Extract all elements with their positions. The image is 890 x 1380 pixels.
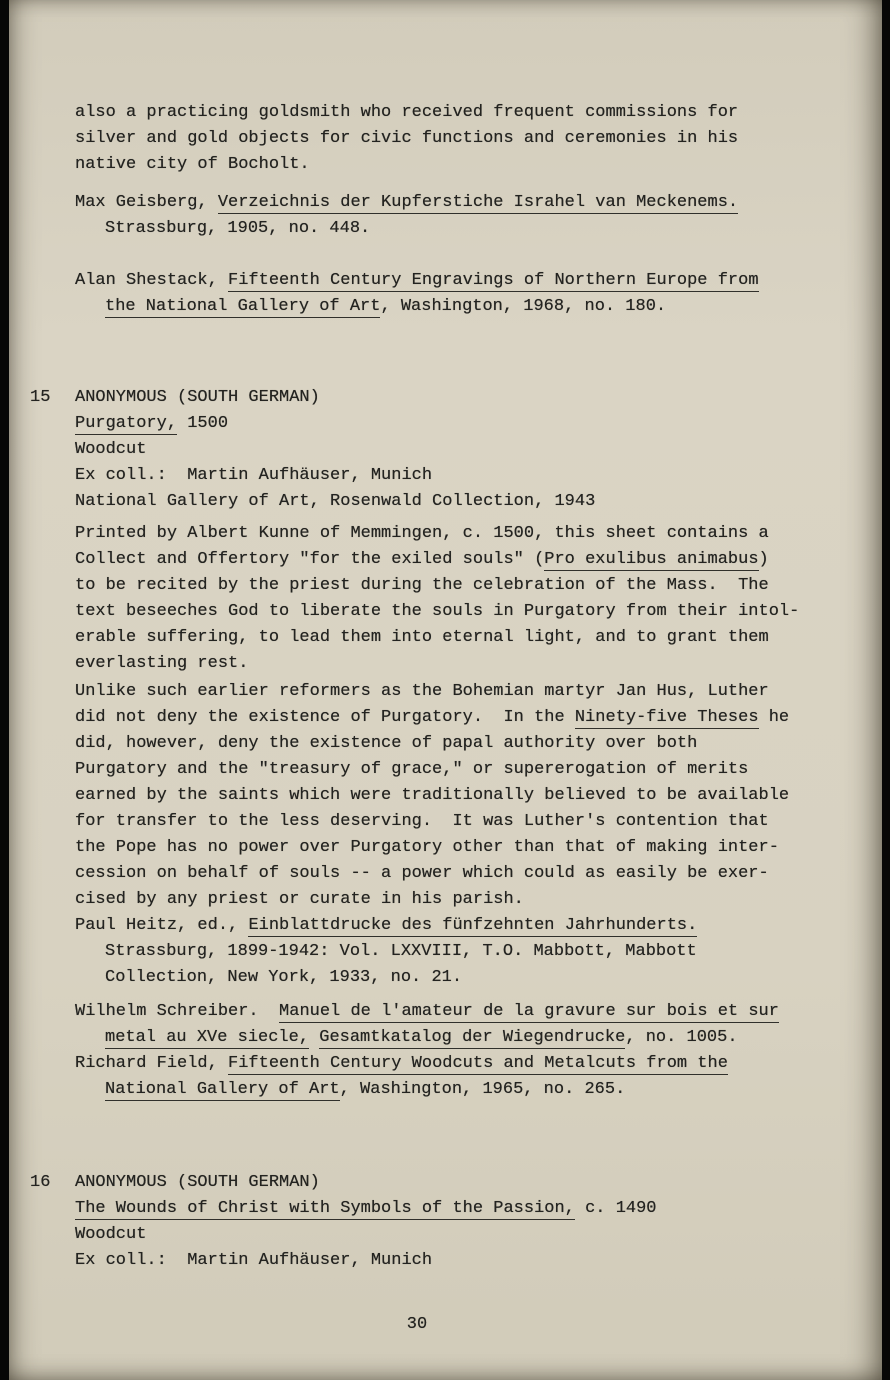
text-line [75, 489, 860, 515]
text-line [75, 651, 860, 677]
citation-shestack [75, 268, 860, 320]
text-segment: Richard Field, [75, 1054, 229, 1073]
text-segment: did not deny the existence of Purgatory. In the [75, 708, 575, 727]
text-column [30, 0, 860, 1274]
text-line [75, 1196, 860, 1222]
text-segment: , Washington, 1965, no. 265. [339, 1080, 626, 1099]
text-line [75, 411, 860, 437]
text-segment: text beseeches God to liberate the souls in Purgatory from their intol- [75, 602, 800, 621]
underlined-title-text: metal au XVe siecle, [105, 1028, 310, 1047]
text-line [75, 1248, 860, 1274]
text-line [75, 463, 860, 489]
text-line [75, 625, 860, 651]
underlined-title-text: Verzeichnis der Kupferstiche Israhel van Meckenems. [217, 193, 739, 212]
entry-15-commentary-2 [75, 679, 860, 913]
text-line [75, 1077, 860, 1103]
text-segment: erable suffering, to lead them into eternal light, and to grant them [75, 628, 769, 647]
text-segment: Strassburg, 1905, no. 448. [105, 219, 371, 238]
text-line [75, 190, 860, 216]
text-segment: for transfer to the less deserving. It was Luther's contention that [75, 812, 769, 831]
citation-field [75, 1051, 860, 1103]
text-segment: National Gallery of Art, Rosenwald Collection, 1943 [75, 492, 596, 511]
citation-geisberg [75, 190, 860, 242]
scan-edge-left [0, 0, 9, 1380]
text-segment: Wilhelm Schreiber. [75, 1002, 280, 1021]
text-segment: he [758, 708, 790, 727]
underlined-title-text: Fifteenth Century Woodcuts and Metalcuts from the [228, 1054, 728, 1073]
text-line [75, 999, 860, 1025]
underlined-title-text: Einblattdrucke des fünfzehnten Jahrhunderts. [248, 916, 698, 935]
text-line [75, 1222, 860, 1248]
text-line [75, 521, 860, 547]
text-segment: cession on behalf of souls -- a power which could as easily be exer- [75, 864, 769, 883]
text-segment: 1500 [177, 414, 229, 433]
text-line [75, 913, 860, 939]
text-segment: ) [758, 550, 769, 569]
text-line [75, 887, 860, 913]
text-segment: Ex coll.: Martin Aufhäuser, Munich [75, 466, 433, 485]
underlined-title-text: The Wounds of Christ with Symbols of the Passion, [75, 1199, 575, 1218]
entry-number: 15 [30, 388, 51, 407]
underlined-title-text: Ninety-five Theses [574, 708, 759, 727]
text-segment: Purgatory and the "treasury of grace," or supererogation of merits [75, 760, 749, 779]
text-line [75, 294, 860, 320]
text-line [75, 573, 860, 599]
text-segment: earned by the saints which were traditionally believed to be available [75, 786, 790, 805]
text-segment: Max Geisberg, [75, 193, 218, 212]
text-segment: the Pope has no power over Purgatory other than that of making inter- [75, 838, 779, 857]
entry-15-header [30, 385, 860, 515]
intro-paragraph [75, 100, 860, 178]
text-segment: c. 1490 [574, 1199, 657, 1218]
text-line [75, 731, 860, 757]
text-line [75, 152, 860, 178]
text-segment: cised by any priest or curate in his parish. [75, 890, 524, 909]
text-line [75, 437, 860, 463]
text-line [75, 216, 860, 242]
text-line [75, 679, 860, 705]
text-line [75, 1025, 860, 1051]
text-segment: ANONYMOUS (SOUTH GERMAN) [75, 1173, 320, 1192]
entry-15-commentary-1 [75, 521, 860, 677]
text-line [75, 861, 860, 887]
text-segment: also a practicing goldsmith who received frequent commissions for [75, 103, 739, 122]
text-line [75, 809, 860, 835]
scan-edge-right [882, 0, 890, 1380]
text-line [30, 1170, 860, 1196]
text-line [75, 599, 860, 625]
text-segment: Collection, New York, 1933, no. 21. [105, 968, 463, 987]
text-segment: Ex coll.: Martin Aufhäuser, Munich [75, 1251, 433, 1270]
text-segment: native city of Bocholt. [75, 155, 310, 174]
page-number: 30 [406, 1315, 428, 1334]
text-line [30, 385, 860, 411]
text-line [75, 965, 860, 991]
text-line [75, 268, 860, 294]
entry-number: 16 [30, 1173, 51, 1192]
text-segment: Collect and Offertory "for the exiled souls" ( [75, 550, 545, 569]
text-segment: , Washington, 1968, no. 180. [380, 297, 667, 316]
text-segment: everlasting rest. [75, 654, 249, 673]
text-segment: Alan Shestack, [75, 271, 229, 290]
underlined-title-text: the National Gallery of Art [105, 297, 381, 316]
citation-heitz [75, 913, 860, 991]
text-line [75, 757, 860, 783]
text-segment: Paul Heitz, ed., [75, 916, 249, 935]
text-segment: Unlike such earlier reformers as the Bohemian martyr Jan Hus, Luther [75, 682, 769, 701]
text-segment: Woodcut [75, 440, 147, 459]
underlined-title-text: Manuel de l'amateur de la gravure sur bois et sur [279, 1002, 779, 1021]
text-line [75, 100, 860, 126]
text-segment: Strassburg, 1899-1942: Vol. LXXVIII, T.O. Mabbott, Mabbott [105, 942, 697, 961]
text-segment: did, however, deny the existence of papal authority over both [75, 734, 698, 753]
text-segment: ANONYMOUS (SOUTH GERMAN) [75, 388, 320, 407]
text-segment: to be recited by the priest during the celebration of the Mass. The [75, 576, 769, 595]
text-line [75, 939, 860, 965]
text-line [75, 547, 860, 573]
citation-schreiber [75, 999, 860, 1051]
text-line [75, 1051, 860, 1077]
entry-16-header [30, 1170, 860, 1274]
text-segment: Printed by Albert Kunne of Memmingen, c. 1500, this sheet contains a [75, 524, 769, 543]
text-segment: , no. 1005. [625, 1028, 738, 1047]
text-line [75, 126, 860, 152]
underlined-title-text: Pro exulibus animabus [544, 550, 759, 569]
text-line [75, 705, 860, 731]
text-segment: Woodcut [75, 1225, 147, 1244]
underlined-title-text: National Gallery of Art [105, 1080, 340, 1099]
text-line [75, 783, 860, 809]
underlined-title-text: Gesamtkatalog der Wiegendrucke [319, 1028, 626, 1047]
underlined-title-text: Fifteenth Century Engravings of Northern Europe from [228, 271, 759, 290]
text-line [75, 835, 860, 861]
text-segment [309, 1028, 319, 1047]
text-segment: silver and gold objects for civic functions and ceremonies in his [75, 129, 739, 148]
underlined-title-text: Purgatory, [75, 414, 178, 433]
